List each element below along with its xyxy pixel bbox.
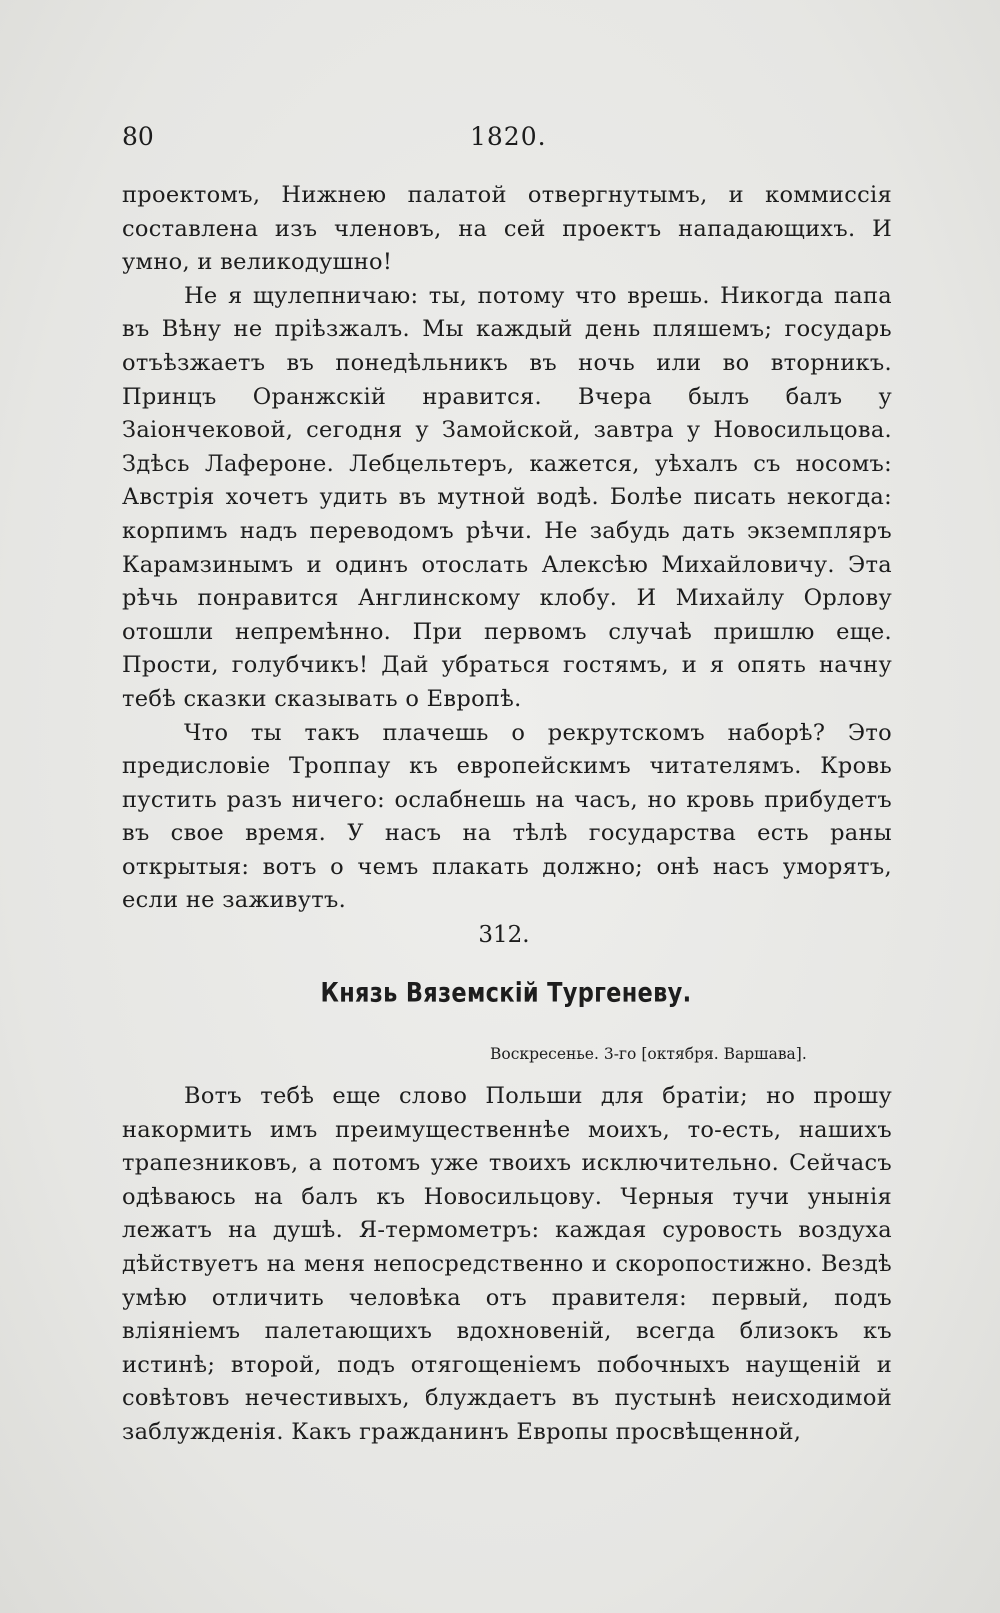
page-header xyxy=(122,122,892,158)
paragraph: Что ты такъ плачешь о рекрутскомъ наборѣ? Это предисловіе Троппау къ европейскимъ читателямъ. Кровь пустить разъ ничего: ослабнешь на часъ, но кровь прибудетъ въ свое время. У насъ на тѣлѣ государства есть раны открытыя: вотъ о чемъ плакать должно; онѣ насъ уморятъ, если не заживутъ. xyxy=(122,719,892,914)
letter-body-text xyxy=(122,1080,892,1450)
page-number: 80 xyxy=(122,122,154,151)
paragraph: проектомъ, Нижнею палатой отвергнутымъ, и коммиссія составлена изъ членовъ, на сей проектъ нападающихъ. И умно, и великодушно! xyxy=(122,182,892,276)
letter-number: 312. xyxy=(478,922,530,948)
letter-title: Князь Вяземскій Тургеневу. xyxy=(320,977,692,1009)
running-head-year: 1820. xyxy=(470,122,547,151)
paragraph: Не я щулепничаю: ты, потому что врешь. Никогда папа въ Вѣну не пріѣзжалъ. Мы каждый день пляшемъ; государь отъѣзжаетъ въ понедѣльникъ въ ночь или во вторникъ. Принцъ Оранжскій нравится. Вчера былъ балъ у Заіончековой, сегодня у Замойской, завтра у Новосильцова. Здѣсь Лафероне. Лебцельтеръ, кажется, уѣхалъ съ носомъ: Австрія хочетъ удить въ мутной водѣ. Болѣе писать некогда: корпимъ надъ переводомъ рѣчи. Не забудь дать экземпляръ Карамзинымъ и одинъ отослать Алексѣю Михайловичу. Эта рѣчь понравится Англинскому клобу. И Михайлу Орлову отошли непремѣнно. При первомъ случаѣ пришлю еще. Прости, голубчикъ! Дай убраться гостямъ, и я опять начну тебѣ сказки сказывать о Европѣ. xyxy=(122,282,892,712)
letter-continuation-text xyxy=(122,179,892,918)
paragraph: Вотъ тебѣ еще слово Польши для братіи; но прошу накормить имъ преимущественнѣе моихъ, то-есть, нашихъ трапезниковъ, а потомъ уже твоихъ исключительно. Сейчасъ одѣваюсь на балъ къ Новосильцову. Черныя тучи унынія лежатъ на душѣ. Я-термометръ: каждая суровость воздуха дѣйствуетъ на меня непосредственно и скоропостижно. Вездѣ умѣю отличить человѣка отъ правителя: первый, подъ вліяніемъ палетающихъ вдохновеній, всегда близокъ къ истинѣ; второй, подъ отягощеніемъ побочныхъ наущеній и совѣтовъ нечестивыхъ, блуждаетъ въ пустынѣ неисходимой заблужденія. Какъ гражданинъ Европы просвѣщенной, xyxy=(122,1083,892,1445)
letter-dateline: Воскресенье. 3-го [октября. Варшава]. xyxy=(490,1045,807,1063)
